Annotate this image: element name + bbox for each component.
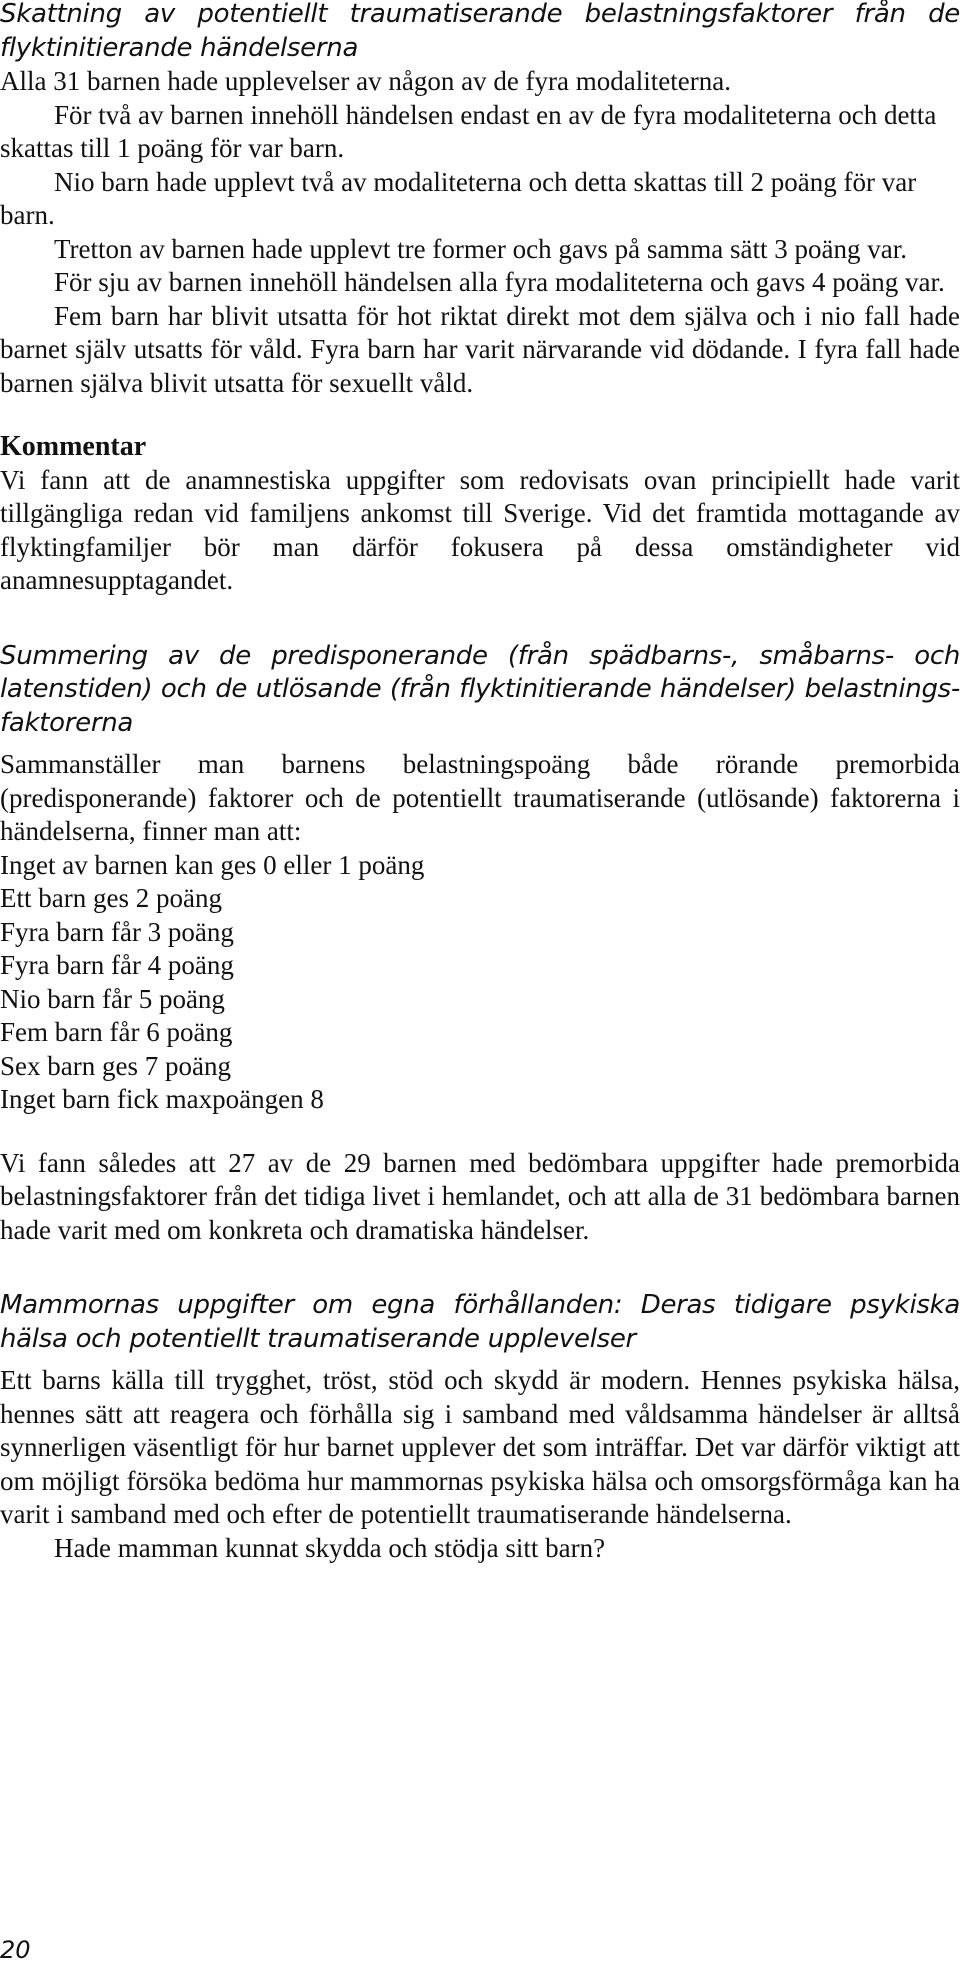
page-number: 20 — [0, 1936, 31, 1964]
list-item: Sex barn ges 7 poäng — [0, 1050, 231, 1081]
list-item: Inget barn fick maxpoängen 8 — [0, 1084, 324, 1114]
list-item: Nio barn får 5 poäng — [0, 983, 225, 1014]
section-heading-skattning: Skattning av potentiellt traumatiserande belastningsfaktorer från de flyktinitierande händelserna — [0, 0, 960, 63]
mammor-question: Hade mamman kunnat skydda och stödja sitt barn? — [54, 1532, 606, 1563]
spacer — [0, 1247, 960, 1289]
paragraph: Nio barn hade upplevt två av modaliteterna och detta skattas till 2 poäng för var barn. — [0, 166, 917, 230]
list-item: Ett barn ges 2 poäng — [0, 883, 222, 913]
list-item: Fyra barn får 3 poäng — [0, 916, 234, 947]
spacer — [0, 740, 960, 748]
list-item: Inget av barnen kan ges 0 eller 1 poäng — [0, 849, 425, 880]
section-heading-kommentar: Kommentar — [0, 431, 147, 462]
spacer — [0, 1356, 960, 1364]
kommentar-text: Vi fann att de anamnestiska uppgifter som redovisats ovan principiellt hade varit tillgängliga redan vid familjens ankomst till Sverige. Vid det framtida mottagande av flyktingfamiljer bör man därför fokusera på dessa omständigheter vid anamnesupptagandet. — [0, 464, 960, 595]
score-list — [0, 849, 960, 1117]
summering-conclusion: Vi fann således att 27 av de 29 barnen med bedömbara uppgifter hade premorbida belastningsfaktorer från det tidiga livet i hemlandet, och att alla de 31 bedömbara barnen hade varit med om konkreta och dramatiska händelser. — [0, 1147, 960, 1245]
section-heading-mammor: Mammornas uppgifter om egna förhållanden: Deras tidigare psykiska hälsa och potentiellt traumatiserande upplevelser — [0, 1290, 960, 1354]
spacer — [0, 1117, 960, 1147]
paragraph: Tretton av barnen hade upplevt tre former och gavs på samma sätt 3 poäng var. — [54, 233, 908, 264]
paragraph: För sju av barnen innehöll händelsen alla fyra modaliteterna och gavs 4 poäng var. — [54, 267, 945, 297]
mammor-text: Ett barns källa till trygghet, tröst, stöd och skydd är modern. Hennes psykiska hälsa, hennes sätt att reagera och förhålla sig i samband med våldsamma händelser är alltså synnerligen väsentligt för hur barnet upplever det som inträffar. Det var därför viktigt att om möjligt försöka bedöma hur mammornas psykiska hälsa och omsorgsförmåga kan ha varit i samband med och efter de potentiellt traumatiserande händelserna. — [0, 1365, 960, 1529]
summering-intro: Sammanställer man barnens belastningspoäng både rörande premorbida (predisponerande) faktorer och de potentiellt traumatiserande (utlösande) faktorerna i händelserna, finner man att: — [0, 749, 960, 846]
section-body-skattning — [0, 65, 960, 400]
list-item: Fyra barn får 4 poäng — [0, 950, 234, 980]
paragraph: Alla 31 barnen hade upplevelser av någon av de fyra modaliteterna. — [0, 66, 731, 96]
spacer — [0, 598, 960, 640]
paragraph: Fem barn har blivit utsatta för hot riktat direkt mot dem själva och i nio fall hade barnet själv utsatts för våld. Fyra barn har varit närvarande vid dödande. I fyra fall hade barnen själva blivit utsatta för sexuellt våld. — [0, 300, 960, 398]
section-heading-summering: Summering av de predisponerande (från spädbarns-, småbarns- och latenstiden) och de utlösande (från flyktinitierande händelser) belastnings-faktorerna — [0, 640, 960, 738]
paragraph: För två av barnen innehöll händelsen endast en av de fyra modaliteterna och detta skattas till 1 poäng för var barn. — [0, 99, 937, 163]
list-item: Fem barn får 6 poäng — [0, 1017, 233, 1047]
spacer — [0, 400, 960, 430]
